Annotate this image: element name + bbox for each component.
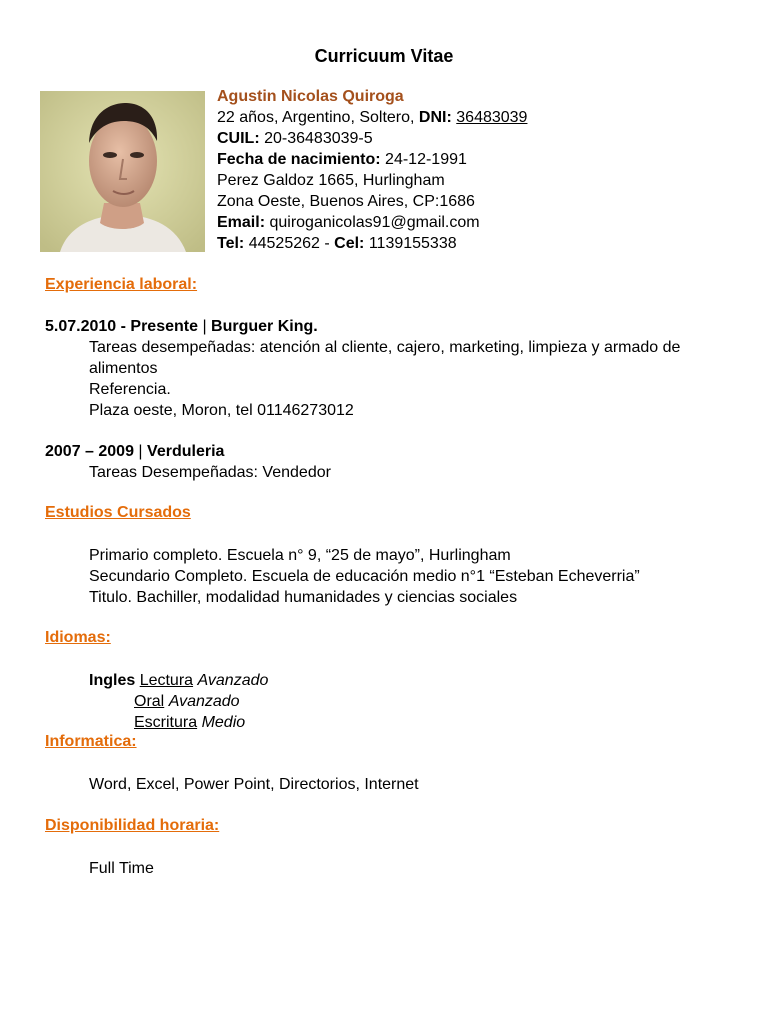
job-1-date: 5.07.2010 - Presente <box>45 318 198 335</box>
birthdate-label: Fecha de nacimiento: <box>217 151 381 168</box>
job-2-company: Verduleria <box>147 443 225 460</box>
age-nationality-status: 22 años, Argentino, Soltero, <box>217 109 415 126</box>
job-2-heading <box>45 441 224 462</box>
writing-label: Escritura <box>134 714 198 731</box>
email-label: Email: <box>217 214 266 231</box>
birthdate-value: 24-12-1991 <box>385 151 467 168</box>
job-2-tasks: Tareas Desempeñadas: Vendedor <box>89 464 331 481</box>
phone-line <box>217 233 527 254</box>
birthdate-line <box>217 149 527 170</box>
section-heading-languages: Idiomas: <box>45 629 111 646</box>
oral-label: Oral <box>134 693 165 710</box>
job-1-reference-label: Referencia. <box>89 381 171 398</box>
address-line-2: Zona Oeste, Buenos Aires, CP:1686 <box>217 193 475 210</box>
study-primary: Primario completo. Escuela n° 9, “25 de mayo”, Hurlingham <box>89 547 511 564</box>
job-1-reference-detail: Plaza oeste, Moron, tel 01146273012 <box>89 402 354 419</box>
language-writing-row <box>134 712 245 733</box>
cel-value: 1139155338 <box>368 235 457 252</box>
personal-info <box>217 86 527 254</box>
cel-label: Cel: <box>334 235 365 252</box>
job-2-separator: | <box>133 443 148 460</box>
job-1-heading <box>45 316 318 337</box>
job-1-separator: | <box>198 318 212 335</box>
document-title: Curricuum Vitae <box>314 46 454 66</box>
job-1-company: Burguer King. <box>211 318 318 335</box>
job-2-date: 2007 – 2009 <box>45 443 134 460</box>
tel-label: Tel: <box>217 235 245 252</box>
cuil-line <box>217 128 527 149</box>
cuil-value: 20-36483039-5 <box>264 130 373 147</box>
cuil-label: CUIL: <box>217 130 260 147</box>
study-degree: Titulo. Bachiller, modalidad humanidades y ciencias sociales <box>89 589 518 606</box>
section-heading-experience: Experiencia laboral: <box>45 276 198 293</box>
personal-details-line <box>217 107 527 128</box>
section-heading-studies: Estudios Cursados <box>45 504 191 521</box>
writing-level: Medio <box>201 714 246 731</box>
it-skills: Word, Excel, Power Point, Directorios, Internet <box>89 776 419 793</box>
job-1-tasks: Tareas desempeñadas: atención al cliente, cajero, marketing, limpieza y armado de alimentos <box>89 339 681 377</box>
tel-value: 44525262 - <box>248 235 330 252</box>
reading-label: Lectura <box>139 672 194 689</box>
availability-value: Full Time <box>89 860 154 877</box>
language-name: Ingles <box>89 672 136 689</box>
email-line <box>217 212 527 233</box>
section-heading-it: Informatica: <box>45 733 137 750</box>
language-oral-row <box>134 691 240 712</box>
language-reading-row <box>89 670 268 691</box>
reading-level: Avanzado <box>197 672 269 689</box>
address-line-1: Perez Galdoz 1665, Hurlingham <box>217 172 445 189</box>
study-secondary: Secundario Completo. Escuela de educación medio n°1 “Esteban Echeverria” <box>89 568 640 585</box>
dni-label: DNI: <box>418 109 452 126</box>
dni-value: 36483039 <box>456 109 528 126</box>
profile-photo <box>40 91 205 252</box>
candidate-name: Agustin Nicolas Quiroga <box>217 88 404 105</box>
section-heading-availability: Disponibilidad horaria: <box>45 817 220 834</box>
email-value: quiroganicolas91@gmail.com <box>269 214 480 231</box>
oral-level: Avanzado <box>168 693 240 710</box>
